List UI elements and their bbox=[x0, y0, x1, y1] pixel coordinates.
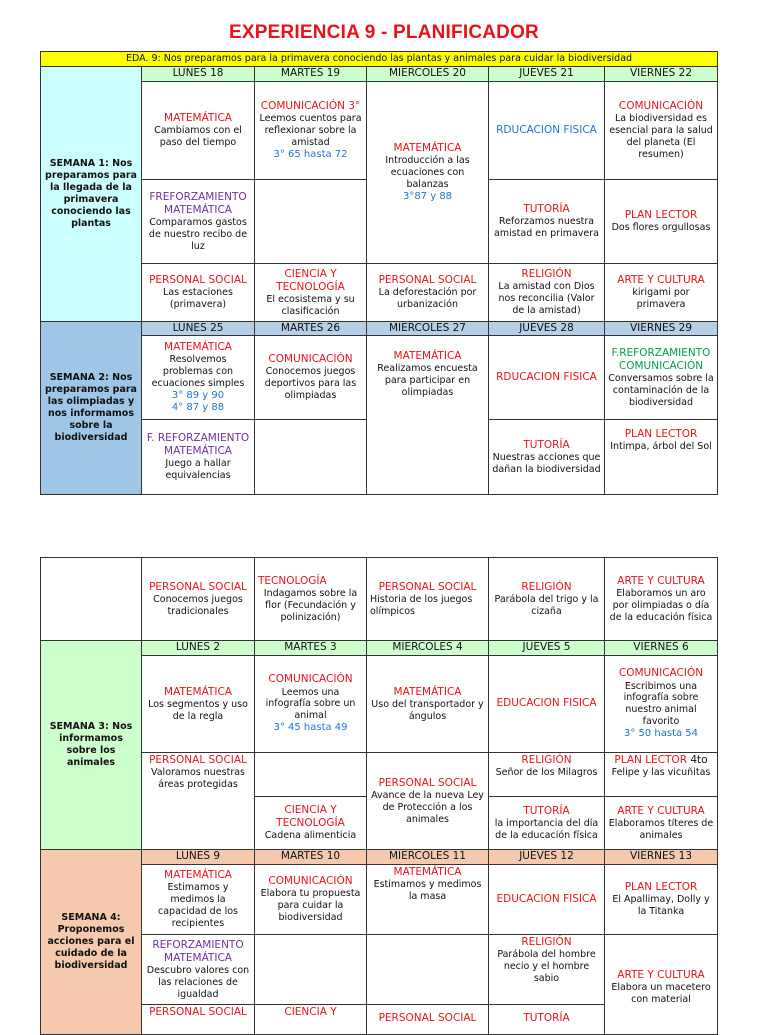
subject-label: PERSONAL SOCIAL bbox=[378, 776, 477, 789]
week1-days-row bbox=[41, 67, 718, 82]
class-topic: El ecosistema y su clasificación bbox=[266, 293, 355, 317]
planner-table-2 bbox=[40, 557, 718, 1035]
subject-label: ARTE Y CULTURA bbox=[617, 969, 705, 981]
subject-label: COMUNICACIÓN 3° bbox=[260, 99, 361, 112]
class-topic: Parábola del hombre necio y el hombre sabio bbox=[497, 949, 596, 984]
class-topic: Felipe y las vicuñitas bbox=[611, 767, 711, 779]
class-cell bbox=[367, 558, 489, 641]
day-header: VIERNES 13 bbox=[605, 850, 718, 865]
empty-cell bbox=[255, 420, 367, 495]
class-cell bbox=[142, 82, 255, 180]
empty-cell bbox=[255, 180, 367, 264]
page-reference: 3°87 y 88 bbox=[402, 190, 453, 202]
class-cell bbox=[605, 82, 718, 180]
class-topic: Cambiamos con el paso del tiempo bbox=[154, 125, 242, 149]
day-header: MARTES 26 bbox=[255, 322, 367, 336]
class-cell bbox=[142, 753, 255, 850]
subject-label: COMUNICACIÓN bbox=[618, 100, 704, 113]
class-topic: Elabora tu propuesta para cuidar la biodiversidad bbox=[260, 888, 361, 923]
day-header: VIERNES 6 bbox=[605, 641, 718, 656]
week3-label: SEMANA 3: Nos informamos sobre los animales bbox=[41, 641, 142, 850]
class-cell bbox=[255, 558, 367, 641]
subject-label: TUTORÍA bbox=[523, 203, 570, 216]
class-cell bbox=[142, 558, 255, 641]
class-cell bbox=[255, 865, 367, 935]
class-cell bbox=[142, 1005, 255, 1035]
class-cell bbox=[489, 865, 605, 935]
subject-label: CIENCIA Y TECNOLOGÍA bbox=[276, 803, 345, 830]
class-topic: Introducción a las ecuaciones con balanzas bbox=[385, 155, 470, 190]
class-cell bbox=[605, 753, 718, 797]
week4-days-row bbox=[41, 850, 718, 865]
class-topic: Indagamos sobre la flor (Fecundación y polinización) bbox=[263, 587, 358, 623]
class-topic: Leemos una infografía sobre un animal bbox=[265, 686, 356, 722]
empty-cell bbox=[255, 935, 367, 1005]
class-cell bbox=[605, 336, 718, 420]
subject-label: EDUCACION FISICA bbox=[496, 892, 597, 905]
subject-label: MATEMÁTICA bbox=[164, 112, 232, 125]
subject-label: TUTORÍA bbox=[523, 804, 570, 817]
class-cell bbox=[489, 336, 605, 420]
class-cell bbox=[605, 264, 718, 322]
eda-banner: EDA. 9: Nos preparamos para la primavera conociendo las plantas y animales para cuidar la biodiversidad bbox=[41, 52, 718, 67]
class-cell bbox=[605, 558, 718, 641]
subject-label: RELIGIÓN bbox=[521, 936, 572, 948]
subject-label: EDUCACION FISICA bbox=[496, 697, 597, 710]
class-cell bbox=[489, 753, 605, 797]
week2-days-row bbox=[41, 322, 718, 336]
subject-label: CIENCIA Y bbox=[284, 1006, 337, 1018]
day-header: JUEVES 12 bbox=[489, 850, 605, 865]
day-header: MARTES 3 bbox=[255, 641, 367, 656]
subject-label: TUTORÍA bbox=[523, 1012, 570, 1024]
class-cell bbox=[142, 420, 255, 495]
class-cell bbox=[367, 865, 489, 935]
subject-label: RELIGIÓN bbox=[521, 268, 572, 281]
class-cell bbox=[142, 180, 255, 264]
subject-label: REFORZAMIENTO MATEMÁTICA bbox=[152, 938, 244, 964]
class-topic: Dos flores orgullosas bbox=[611, 222, 711, 234]
subject-label: RELIGIÓN bbox=[521, 754, 572, 766]
subject-label: MATEMÁTICA bbox=[393, 866, 462, 878]
subject-label: PERSONAL SOCIAL bbox=[149, 274, 247, 287]
class-topic: Valoramos nuestras áreas protegidas bbox=[150, 767, 246, 790]
class-topic: Los segmentos y uso de la regla bbox=[148, 698, 248, 722]
class-cell bbox=[255, 797, 367, 850]
class-cell bbox=[367, 656, 489, 753]
class-cell bbox=[489, 82, 605, 180]
class-topic: la importancia del día de la educación física bbox=[494, 817, 599, 841]
day-header: LUNES 25 bbox=[142, 322, 255, 336]
subject-label: PERSONAL SOCIAL bbox=[378, 580, 477, 593]
subject-label: PERSONAL SOCIAL bbox=[149, 754, 247, 766]
class-topic: Señor de los Milagros bbox=[495, 767, 598, 779]
subject-label: PLAN LECTOR bbox=[624, 209, 698, 221]
class-cell bbox=[489, 656, 605, 753]
subject-label: RDUCACION FISICA bbox=[496, 123, 597, 136]
class-topic: La biodiversidad es esencial para la salud del planeta (El resumen) bbox=[609, 113, 713, 160]
class-cell bbox=[367, 753, 489, 850]
day-header: MARTES 10 bbox=[255, 850, 367, 865]
class-topic: Conocemos juegos deportivos para las olimpiadas bbox=[264, 366, 357, 402]
class-cell bbox=[367, 264, 489, 322]
subject-label: RDUCACION FISICA bbox=[496, 371, 597, 384]
day-header: JUEVES 21 bbox=[489, 67, 605, 82]
class-topic: Elabora un macetero con material bbox=[611, 982, 711, 1005]
subject-label: CIENCIA Y TECNOLOGÍA bbox=[276, 267, 345, 293]
class-topic: Conocemos juegos tradicionales bbox=[153, 593, 243, 617]
class-cell bbox=[142, 656, 255, 753]
class-topic: Estimamos y medimos la capacidad de los recipientes bbox=[158, 882, 238, 929]
subject-label: PERSONAL SOCIAL bbox=[378, 1012, 477, 1024]
day-header: VIERNES 22 bbox=[605, 67, 718, 82]
class-cell bbox=[489, 797, 605, 850]
class-topic: Reforzamos nuestra amistad en primavera bbox=[494, 216, 599, 240]
class-cell bbox=[605, 420, 718, 495]
week2-label: SEMANA 2: Nos preparamos para las olimpiadas y nos informamos sobre la biodiversidad bbox=[41, 322, 142, 495]
class-cell bbox=[605, 180, 718, 264]
day-header: JUEVES 5 bbox=[489, 641, 605, 656]
empty-cell bbox=[41, 558, 142, 641]
class-cell bbox=[489, 935, 605, 1005]
class-topic: El Apallimay, Dolly y la Titanka bbox=[612, 894, 710, 918]
class-cell bbox=[142, 264, 255, 322]
subject-label: PLAN LECTOR bbox=[624, 428, 698, 441]
subject-label: TECNOLOGÍA bbox=[258, 574, 327, 587]
empty-cell bbox=[255, 753, 367, 797]
subject-label: MATEMÁTICA bbox=[393, 350, 462, 363]
day-header: MIERCOLES 20 bbox=[367, 67, 489, 82]
day-header: LUNES 18 bbox=[142, 67, 255, 82]
class-cell bbox=[255, 336, 367, 420]
class-cell bbox=[255, 1005, 367, 1035]
page-reference: 3° 89 y 90 bbox=[171, 389, 225, 401]
class-cell bbox=[489, 420, 605, 495]
subject-label: PERSONAL SOCIAL bbox=[149, 1006, 247, 1018]
class-cell bbox=[142, 336, 255, 420]
day-header: JUEVES 28 bbox=[489, 322, 605, 336]
week3-days-row bbox=[41, 641, 718, 656]
class-cell bbox=[367, 336, 489, 495]
class-topic: Intimpa, árbol del Sol bbox=[610, 441, 712, 453]
page-reference: 3° 50 hasta 54 bbox=[623, 728, 699, 740]
subject-label: MATEMÁTICA bbox=[393, 685, 462, 698]
class-topic: Comparamos gastos de nuestro recibo de luz bbox=[148, 216, 248, 252]
class-cell bbox=[489, 1005, 605, 1035]
class-topic: Conversamos sobre la contaminación de la biodiversidad bbox=[608, 372, 714, 408]
class-topic: Realizamos encuesta para participar en olimpiadas bbox=[377, 363, 478, 398]
class-topic: Nuestras acciones que dañan la biodiversidad bbox=[492, 451, 601, 475]
class-cell bbox=[367, 1005, 489, 1035]
page-reference: 3° 65 hasta 72 bbox=[273, 148, 348, 160]
class-cell bbox=[142, 935, 255, 1005]
subject-label: COMUNICACIÓN bbox=[268, 673, 353, 686]
class-cell bbox=[605, 797, 718, 850]
subject-label: ARTE Y CULTURA bbox=[617, 804, 705, 817]
class-cell bbox=[255, 82, 367, 180]
subject-label: COMUNICACIÓN bbox=[268, 875, 353, 888]
class-topic: Cadena alimenticia bbox=[264, 830, 357, 842]
class-topic: Elaboramos un aro por olimpiadas o día de la educación física bbox=[609, 587, 713, 623]
subject-label: COMUNICACIÓN bbox=[618, 667, 704, 680]
planner-table-1 bbox=[40, 51, 718, 495]
day-header: MIERCOLES 27 bbox=[367, 322, 489, 336]
subject-label: RELIGIÓN bbox=[521, 580, 572, 593]
subject-label: TUTORÍA bbox=[523, 438, 570, 451]
subject-label: PERSONAL SOCIAL bbox=[378, 274, 477, 287]
class-topic: Juego a hallar equivalencias bbox=[165, 458, 231, 482]
page-reference: 3° 45 hasta 49 bbox=[273, 722, 348, 734]
day-header: MIERCOLES 4 bbox=[367, 641, 489, 656]
class-cell bbox=[605, 865, 718, 935]
class-topic: Estimamos y medimos la masa bbox=[373, 879, 482, 902]
class-topic: Escribimos una infografía sobre nuestro animal favorito bbox=[623, 680, 699, 728]
empty-cell bbox=[367, 935, 489, 1005]
grade-label: 4to bbox=[690, 754, 708, 766]
class-cell bbox=[489, 264, 605, 322]
subject-label: PLAN LECTOR bbox=[624, 881, 698, 894]
class-topic: Uso del transportador y ángulos bbox=[371, 698, 484, 722]
class-topic: Elaboramos títeres de animales bbox=[608, 817, 714, 841]
subject-label: F.REFORZAMIENTO COMUNICACIÓN bbox=[611, 346, 711, 372]
class-cell bbox=[489, 180, 605, 264]
day-header: LUNES 2 bbox=[142, 641, 255, 656]
class-cell bbox=[255, 264, 367, 322]
day-header: VIERNES 29 bbox=[605, 322, 718, 336]
class-cell bbox=[605, 935, 718, 1035]
class-topic: Las estaciones (primavera) bbox=[163, 287, 233, 311]
class-topic: Historia de los juegos olímpicos bbox=[370, 593, 473, 617]
class-cell bbox=[142, 865, 255, 935]
subject-label: FREFORZAMIENTO MATEMÁTICA bbox=[149, 190, 247, 216]
class-topic: La deforestación por urbanización bbox=[378, 287, 477, 311]
subject-label: ARTE Y CULTURA bbox=[617, 574, 705, 587]
subject-label: MATEMÁTICA bbox=[164, 869, 232, 882]
subject-label: F. REFORZAMIENTO MATEMÁTICA bbox=[146, 432, 250, 458]
subject-label: ARTE Y CULTURA bbox=[617, 274, 705, 287]
subject-label: MATEMÁTICA bbox=[164, 340, 232, 353]
class-cell bbox=[489, 558, 605, 641]
class-topic: Leemos cuentos para reflexionar sobre la amistad bbox=[259, 113, 362, 148]
class-topic: Descubro valores con las relaciones de igualdad bbox=[146, 964, 250, 1000]
class-topic: kirigami por primavera bbox=[632, 287, 690, 311]
subject-label: PERSONAL SOCIAL bbox=[149, 580, 247, 593]
day-header: LUNES 9 bbox=[142, 850, 255, 865]
subject-label: MATEMÁTICA bbox=[164, 685, 232, 698]
subject-label: COMUNICACIÓN bbox=[268, 353, 353, 366]
class-cell bbox=[367, 82, 489, 264]
class-cell bbox=[605, 656, 718, 753]
day-header: MARTES 19 bbox=[255, 67, 367, 82]
page-title: EXPERIENCIA 9 - PLANIFICADOR bbox=[229, 22, 539, 43]
week4-label: SEMANA 4: Proponemos acciones para el cuidado de la biodiversidad bbox=[41, 850, 142, 1035]
subject-label: PLAN LECTOR bbox=[614, 754, 687, 766]
class-topic: La amistad con Dios nos reconcilia (Valor de la amistad) bbox=[498, 281, 595, 316]
class-topic: Parábola del trigo y la cizaña bbox=[494, 593, 599, 617]
subject-label: MATEMÁTICA bbox=[393, 141, 462, 154]
week1-label: SEMANA 1: Nos preparamos para la llegada de la primavera conociendo las plantas bbox=[41, 67, 142, 322]
day-header: MIERCOLES 11 bbox=[367, 850, 489, 865]
class-topic: Resolvemos problemas con ecuaciones simples bbox=[151, 353, 245, 389]
page-reference: 4° 87 y 88 bbox=[171, 402, 225, 413]
class-topic: Avance de la nueva Ley de Protección a los animales bbox=[371, 789, 484, 825]
class-cell bbox=[255, 656, 367, 753]
